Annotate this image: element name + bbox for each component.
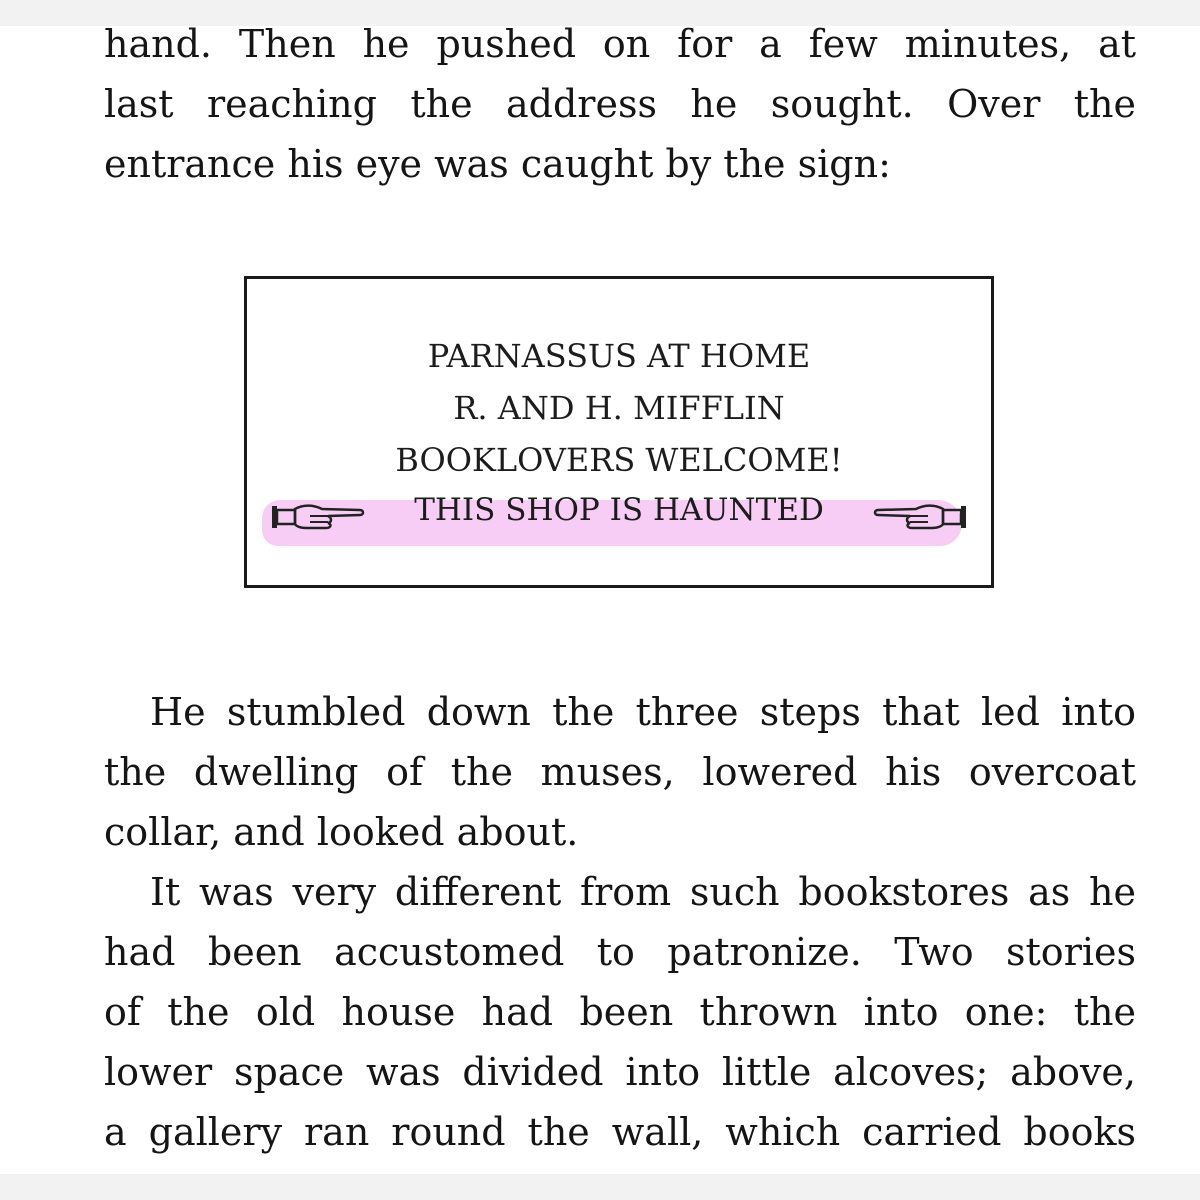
text-line: had been accustomed to patronize. Two stories	[104, 930, 1136, 974]
text-line: lower space was divided into little alcoves; above,	[104, 1050, 1136, 1094]
sign-line-title: PARNASSUS AT HOME	[427, 337, 811, 375]
text-line: He stumbled down the three steps that led into	[150, 690, 1136, 734]
text-line: collar, and looked about.	[104, 810, 579, 854]
text-line: of the old house had been thrown into one: the	[104, 990, 1136, 1034]
pointing-hand-left-icon	[872, 496, 968, 536]
text-line: entrance his eye was caught by the sign:	[104, 142, 891, 186]
sign-line-haunted: THIS SHOP IS HAUNTED	[414, 492, 824, 528]
text-line: It was very different from such bookstores as he	[150, 870, 1136, 914]
sign-line-welcome: BOOKLOVERS WELCOME!	[395, 441, 843, 479]
text-line: hand. Then he pushed on for a few minutes, at	[104, 22, 1136, 66]
text-line: last reaching the address he sought. Over the	[104, 82, 1136, 126]
sign-line-owners: R. AND H. MIFFLIN	[453, 389, 785, 427]
text-line: a gallery ran round the wall, which carried books	[104, 1110, 1136, 1154]
text-line: the dwelling of the muses, lowered his overcoat	[104, 750, 1136, 794]
